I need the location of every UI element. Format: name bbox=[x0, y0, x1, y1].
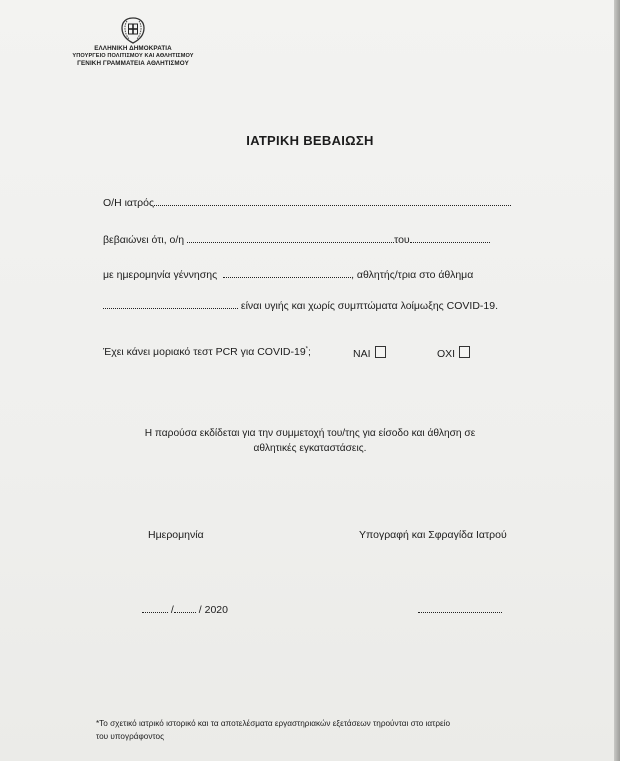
paper-edge bbox=[614, 0, 620, 761]
issuance-statement: Η παρούσα εκδίδεται για την συμμετοχή του/της για είσοδο και άθληση σε αθλητικές εγκαταστάσεις. bbox=[144, 428, 476, 454]
birth-label: με ημερομηνία γέννησης bbox=[103, 269, 218, 281]
greek-coat-of-arms-icon bbox=[118, 16, 148, 45]
patient-row bbox=[103, 234, 490, 246]
no-label: ΟΧΙ bbox=[437, 348, 456, 360]
date-separator: / bbox=[170, 604, 174, 616]
yes-checkbox[interactable] bbox=[375, 346, 386, 358]
letterhead bbox=[58, 16, 208, 68]
header-line-secretariat: ΓΕΝΙΚΗ ΓΡΑΜΜΑΤΕΙΑ ΑΘΛΗΤΙΣΜΟΥ bbox=[77, 60, 189, 68]
signature-field bbox=[418, 604, 502, 616]
birth-date-field[interactable] bbox=[223, 269, 351, 278]
sport-row bbox=[103, 300, 498, 312]
signature-dots[interactable] bbox=[418, 604, 502, 613]
birth-row bbox=[103, 269, 473, 281]
athlete-label: , αθλητής/τρια στο άθλημα bbox=[351, 269, 474, 281]
pcr-no-option bbox=[437, 346, 470, 360]
doctor-row bbox=[103, 197, 511, 209]
date-day-field[interactable] bbox=[142, 604, 168, 613]
pcr-question: Έχει κάνει μοριακό τεστ PCR για COVID-19*; bbox=[103, 346, 311, 358]
signature-label: Υπογραφή και Σφραγίδα Ιατρού bbox=[359, 529, 507, 541]
of-label: του bbox=[394, 234, 410, 246]
document-title: ΙΑΤΡΙΚΗ ΒΕΒΑΙΩΣΗ bbox=[246, 133, 374, 148]
sport-field[interactable] bbox=[103, 300, 238, 309]
pcr-yes-option bbox=[353, 346, 386, 360]
header-line-republic: ΕΛΛΗΝΙΚΗ ΔΗΜΟΚΡΑΤΙΑ bbox=[94, 45, 172, 52]
footnote: *Το σχετικό ιατρικό ιστορικό και τα αποτελέσματα εργαστηριακών εξετάσεων τηρούνται στο ιατρείο του υπογράφοντος bbox=[96, 719, 451, 741]
certifies-label: βεβαιώνει ότι, ο/η bbox=[103, 234, 185, 246]
header-line-ministry: ΥΠΟΥΡΓΕΙΟ ΠΟΛΙΤΙΣΜΟΥ ΚΑΙ ΑΘΛΗΤΙΣΜΟΥ bbox=[72, 52, 194, 59]
doctor-name-field[interactable] bbox=[154, 197, 511, 206]
date-month-field[interactable] bbox=[174, 604, 196, 613]
yes-label: ΝΑΙ bbox=[353, 348, 371, 360]
date-year: / 2020 bbox=[198, 604, 228, 616]
patient-name-field[interactable] bbox=[187, 234, 394, 243]
doctor-label: Ο/Η ιατρός bbox=[103, 197, 155, 209]
healthy-text: είναι υγιής και χωρίς συμπτώματα λοίμωξης COVID-19. bbox=[240, 300, 498, 312]
no-checkbox[interactable] bbox=[459, 346, 470, 358]
father-name-field[interactable] bbox=[410, 234, 490, 243]
date-label: Ημερομηνία bbox=[148, 529, 204, 541]
date-field bbox=[142, 604, 228, 616]
